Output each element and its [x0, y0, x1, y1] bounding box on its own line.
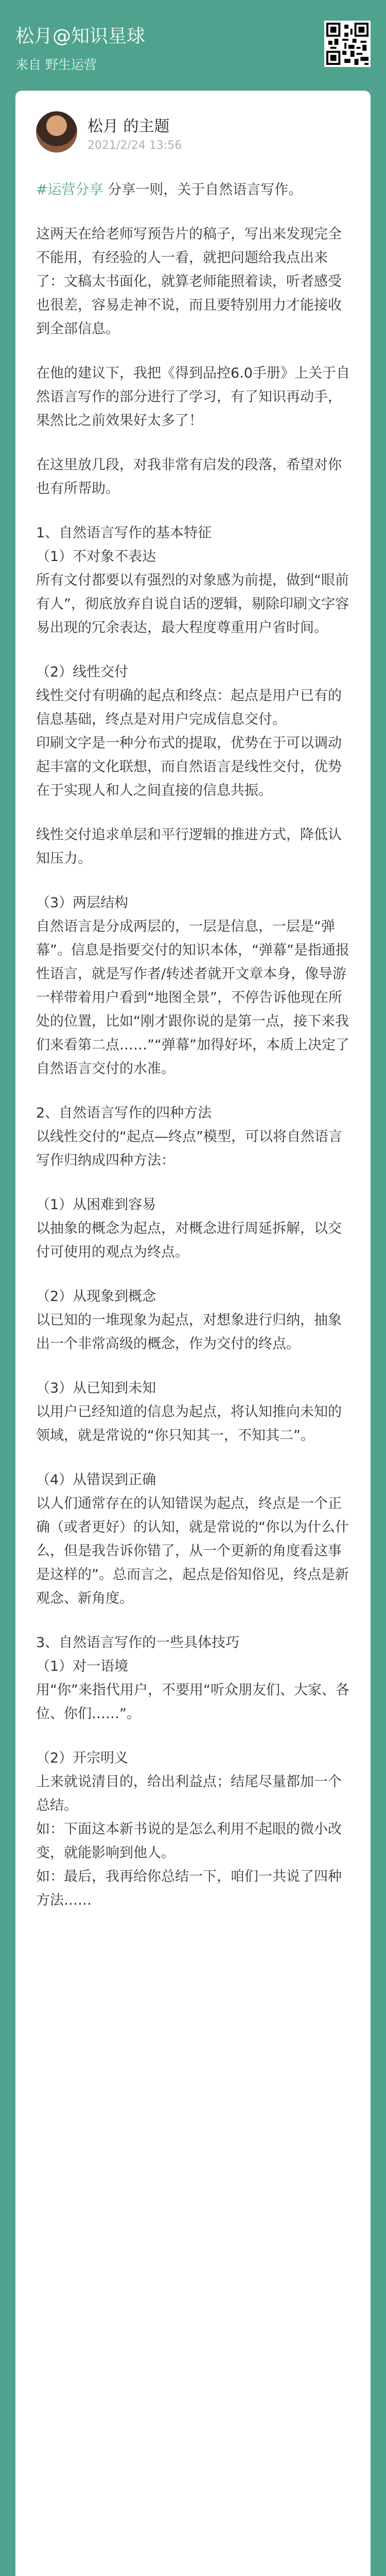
qr-code-icon-top[interactable]	[324, 21, 371, 67]
intro-text: 分享一则，关于自然语言写作。	[103, 182, 303, 198]
paragraph: （3）从已知到未知 以用户已经知道的信息为起点，将认知推向未知的领域，就是常说的“你只知其一，不知其二”。	[36, 1380, 342, 1444]
header-subtitle: 来自 野生运营	[15, 57, 97, 72]
paragraph: 这两天在给老师写预告片的稿子，写出来发现完全不能用，有经验的人一看，就把问题给我点出来了：文稿太书面化，就算老师能照着读，听者感受也很差，容易走神不说，而且要特别用力才能接收到全部信息。	[36, 226, 342, 337]
header-title: 松月@知识星球	[15, 26, 146, 47]
post-content	[36, 178, 350, 1933]
post-intro	[36, 178, 350, 202]
paragraph: （4）从错误到正确 以人们通常存在的认知错误为起点，终点是一个正确（或者更好）的认知，就是常说的“你以为什么什么，但是我告诉你错了，从一个更新的角度看这事是这样的”。总而言之，起点是俗知俗见，终点是新观念、新角度。	[36, 1472, 349, 1606]
paragraph: 2、自然语言写作的四种方法 以线性交付的“起点—终点”模型，可以将自然语言写作归纳成四种方法：	[36, 1105, 342, 1168]
share-header	[0, 0, 386, 77]
author-name[interactable]: 松月 的主题	[87, 117, 170, 135]
author-avatar[interactable]	[36, 111, 77, 152]
paragraph: 线性交付追求单层和平行逻辑的推进方式，降低认知压力。	[36, 827, 342, 867]
paragraph: 1、自然语言写作的基本特征 （1）不对象不表达 所有文付都要以有强烈的对象感为前提，做到“眼前有人”，彻底放弃自说自话的逻辑，剔除印刷文字容易出现的冗余表达，最大程度尊重用户省时间。	[36, 525, 349, 636]
paragraph: 3、自然语言写作的一些具体技巧 （1）对一语境 用“你”来指代用户，不要用“听众朋友们、大家、各位、你们……”。	[36, 1635, 349, 1722]
post-card	[15, 91, 371, 2576]
topic-tag[interactable]: #运营分享	[36, 182, 103, 198]
paragraph: 在这里放几段，对我非常有启发的段落，希望对你也有所帮助。	[36, 457, 342, 497]
paragraph: （2）开宗明义 上来就说清目的，给出利益点；结尾尽量都加一个总结。 如：下面这本新书说的是怎么利用不起眼的微小改变，就能影响到他人。 如：最后，我再给你总结一下，咱们一共说了四种方法……	[36, 1750, 342, 1908]
paragraph: 在他的建议下，我把《得到品控6.0手册》上关于自然语言写作的部分进行了学习，有了知识再动手，果然比之前效果好太多了！	[36, 365, 350, 429]
paragraph: （2）从现象到概念 以已知的一堆现象为起点，对想象进行归纳，抽象出一个非常高级的概念，作为交付的终点。	[36, 1289, 342, 1352]
paragraph: （2）线性交付 线性交付有明确的起点和终点：起点是用户已有的信息基础，终点是对用户完成信息交付。 印刷文字是一种分布式的提取，优势在于可以调动起丰富的文化联想，而自然语言是线性交付，优势在于实现人和人之间直接的信息共振。	[36, 664, 342, 799]
post-date: 2021/2/24 13:56	[87, 139, 182, 152]
paragraph: （1）从困难到容易 以抽象的概念为起点，对概念进行周延拆解，以交付可使用的观点为终点。	[36, 1197, 342, 1260]
paragraph: （3）两层结构 自然语言是分成两层的，一层是信息，一层是“弹幕”。信息是指要交付的知识本体，“弹幕”是指通报性语言，就是写作者/转述者就开文章本身，像导游一样带着用户看到“地图全景”，不停告诉他现在所处的位置，比如“刚才跟你说的是第一点，接下来我们来看第二点……”“弹幕”加得好坏，本质上决定了自然语言交付的水准。	[36, 895, 349, 1077]
